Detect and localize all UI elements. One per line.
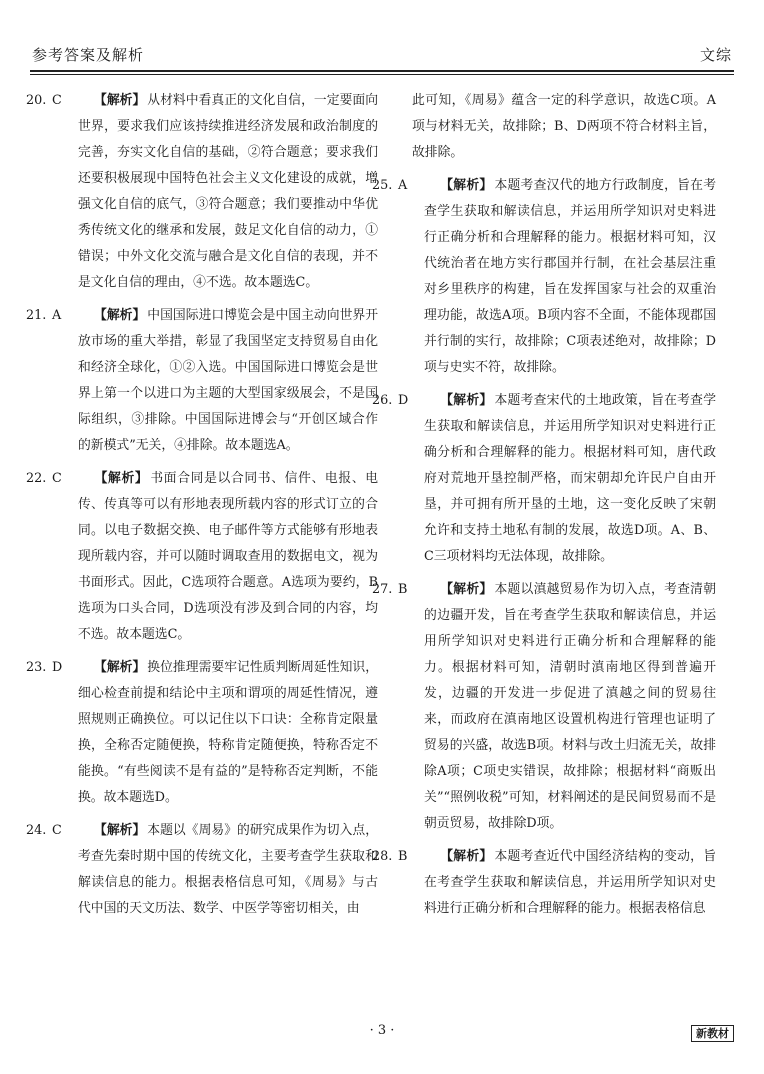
answer-item-20 xyxy=(26,88,379,296)
item-text: 本题考查宋代的土地政策，旨在考查学生获取和解读信息，并运用所学知识对史料进行正确分析和合理解释的能力。根据材料可知，唐代政府对荒地开垦控制严格，而宋朝却允许民户自由开垦，并可拥有所开垦的土地，这一变化反映了宋朝允许和支持土地私有制的发展，故选D项。A、B、C三项材料均无法体现，故排除。 xyxy=(424,393,717,564)
item-answer: B xyxy=(398,849,408,864)
analysis-tag: 【解析】 xyxy=(94,660,146,675)
header-title: 参考答案及解析 xyxy=(32,46,145,64)
answer-item-27 xyxy=(372,577,717,837)
item-number: 25. xyxy=(372,178,393,193)
answer-item-23 xyxy=(26,655,379,811)
item-number: 26. xyxy=(372,393,393,408)
left-column xyxy=(26,88,379,929)
item-text: 从材料中看真正的文化自信，一定要面向世界，要求我们应该持续推进经济发展和政治制度的完善，夯实文化自信的基础，②符合题意；要求我们还要积极展现中国特色社会主义文化建设的成就，增强文化自信的底气，③符合题意；我们要推动中华优秀传统文化的继承和发展，鼓足文化自信的动力，①错误；中外文化交流与融合是文化自信的表现，并不是文化自信的理由，④不选。故本题选C。 xyxy=(78,93,379,290)
item-answer: A xyxy=(52,308,62,323)
answer-item-24 xyxy=(26,818,379,922)
item-number: 22. xyxy=(26,471,47,486)
item-number: 28. xyxy=(372,849,393,864)
item-number: 27. xyxy=(372,582,393,597)
item-answer: B xyxy=(398,582,408,597)
item-text: 本题考查近代中国经济结构的变动，旨在考查学生获取和解读信息，并运用所学知识对史料进行正确分析和合理解释的能力。根据表格信息 xyxy=(424,849,717,916)
analysis-tag: 【解析】 xyxy=(94,308,146,323)
item-text: 本题以《周易》的研究成果作为切入点，考查先秦时期中国的传统文化，主要考查学生获取和解读信息的能力。根据表格信息可知，《周易》与古代中国的天文历法、数学、中医学等密切相关，由 xyxy=(78,823,379,916)
item-number: 20. xyxy=(26,93,47,108)
analysis-tag: 【解析】 xyxy=(440,849,493,864)
item-number: 23. xyxy=(26,660,47,675)
item-answer: C xyxy=(52,823,62,838)
answer-item-24-continued xyxy=(398,88,716,166)
page-number: · 3 · xyxy=(369,1023,395,1038)
header-subject: 文综 xyxy=(699,46,732,64)
header-rule-thick xyxy=(30,70,734,72)
item-answer: D xyxy=(398,393,409,408)
analysis-tag: 【解析】 xyxy=(440,582,493,597)
item-text: 本题以滇越贸易作为切入点，考查清朝的边疆开发，旨在考查学生获取和解读信息，并运用所学知识对史料进行正确分析和合理解释的能力。根据材料可知，清朝时滇南地区得到普遍开发，边疆的开发进一步促进了滇越之间的贸易往来，而政府在滇南地区设置机构进行管理也证明了贸易的兴盛，故选B项。材料与改土归流无关，故排除A项；C项史实错误，故排除；根据材料“商贩出关”“照例收税”可知，材料阐述的是民间贸易而不是朝贡贸易，故排除D项。 xyxy=(424,582,717,831)
page-header xyxy=(30,44,734,72)
item-text: 换位推理需要牢记性质判断周延性知识，细心检查前提和结论中主项和谓项的周延性情况，遵照规则正确换位。可以记住以下口诀：全称肯定限量换，全称否定随便换，特称肯定随便换，特称否定不能换。“有些阅读不是有益的”是特称否定判断，不能换。故本题选D。 xyxy=(78,660,379,805)
edition-badge: 新教材 xyxy=(691,1025,734,1042)
item-text-continued: 此可知，《周易》蕴含一定的科学意识，故选C项。A项与材料无关，故排除；B、D两项不符合材料主旨，故排除。 xyxy=(412,93,716,160)
analysis-tag: 【解析】 xyxy=(94,823,146,838)
analysis-tag: 【解析】 xyxy=(94,471,149,486)
answer-item-22 xyxy=(26,466,379,648)
item-number: 24. xyxy=(26,823,47,838)
item-answer: A xyxy=(398,178,408,193)
item-number: 21. xyxy=(26,308,47,323)
item-text: 书面合同是以合同书、信件、电报、电传、传真等可以有形地表现所载内容的形式订立的合同。以电子数据交换、电子邮件等方式能够有形地表现所载内容，并可以随时调取查用的数据电文，视为书面形式。因此，C选项符合题意。A选项为要约，B选项为口头合同，D选项没有涉及到合同的内容，均不选。故本题选C。 xyxy=(78,471,379,642)
analysis-tag: 【解析】 xyxy=(94,93,146,108)
header-rule-thin xyxy=(30,74,734,75)
answer-item-26 xyxy=(372,388,717,570)
answer-item-25 xyxy=(372,173,717,381)
item-text: 本题考查汉代的地方行政制度，旨在考查学生获取和解读信息，并运用所学知识对史料进行正确分析和合理解释的能力。根据材料可知，汉代统治者在地方实行郡国并行制，在社会基层注重对乡里秩序的构建，旨在发挥国家与社会的双重治理功能，故选A项。B项内容不全面，不能体现郡国并行制的实行，故排除；C项表述绝对，故排除；D项与史实不符，故排除。 xyxy=(424,178,717,375)
answer-item-21 xyxy=(26,303,379,459)
answer-item-28 xyxy=(372,844,717,922)
item-answer: C xyxy=(52,93,62,108)
right-column xyxy=(372,88,717,929)
item-answer: C xyxy=(52,471,62,486)
analysis-tag: 【解析】 xyxy=(440,393,493,408)
analysis-tag: 【解析】 xyxy=(440,178,493,193)
item-answer: D xyxy=(52,660,63,675)
item-text: 中国国际进口博览会是中国主动向世界开放市场的重大举措，彰显了我国坚定支持贸易自由化和经济全球化，①②入选。中国国际进口博览会是世界上第一个以进口为主题的大型国家级展会，不是国际组织，③排除。中国国际进博会与“开创区域合作的新模式”无关，④排除。故本题选A。 xyxy=(78,308,379,453)
